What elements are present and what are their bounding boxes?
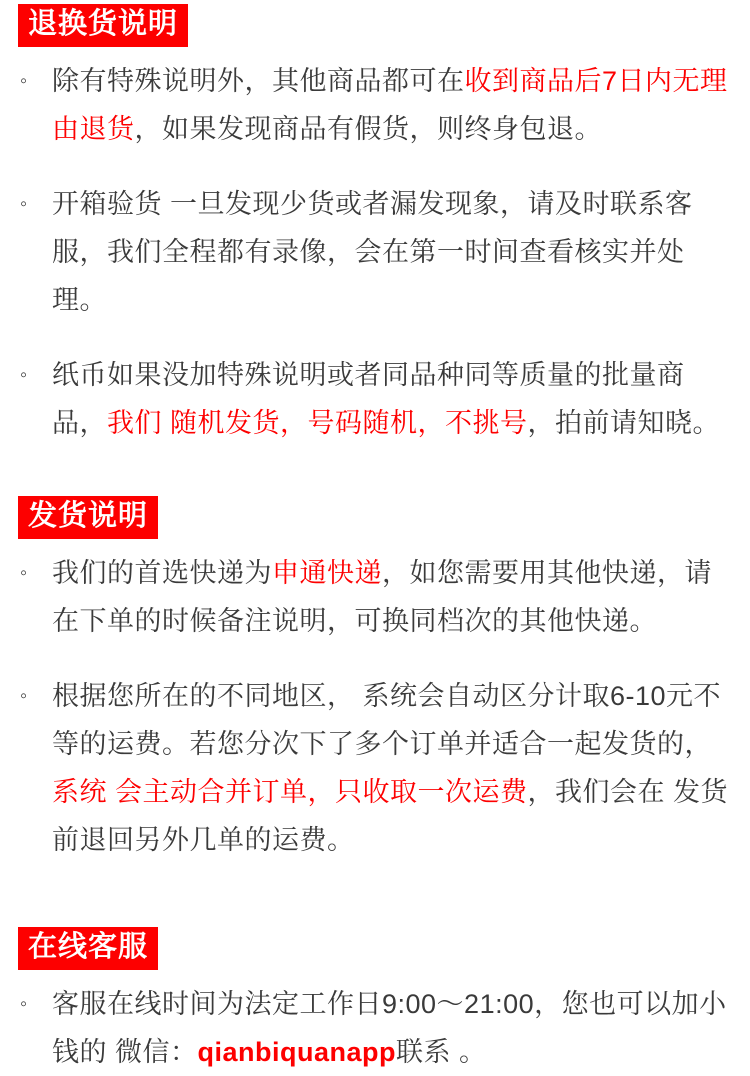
- shipping-item-1-text-a: 我们的首选快递为: [52, 558, 272, 589]
- returns-item-3: [18, 351, 732, 447]
- returns-item-3-text-a: 纸币如果没加特殊说明或者同品种同等质量的批量商品，: [52, 360, 685, 439]
- returns-item-1-text-highlight: 收到商品后7日内无理由退货: [52, 66, 728, 145]
- shipping-item-1-text-b: ，如您需要用其他快递，请在下单的时候备注说明，可换同档次的其他快递。: [52, 558, 712, 637]
- returns-item-1-text-a: 除有特殊说明外，其他商品都可在: [52, 66, 465, 97]
- bullet-icon: ◦: [20, 193, 28, 216]
- bullet-icon: ◦: [20, 562, 28, 585]
- section-heading-returns-wrap: [18, 0, 732, 47]
- shipping-item-1: [18, 549, 732, 645]
- shipping-item-2-text-a: 根据您所在的不同地区， 系统会自动区分计取6-10元不等的运费。若您分次下了多个订单并适合一起发货的，: [52, 681, 722, 760]
- bullet-icon: ◦: [20, 364, 28, 387]
- support-item-1-text-a: 客服在线时间为法定工作日9:00～21:00，您也可以加小钱的 微信：: [52, 989, 727, 1068]
- returns-item-2: [18, 180, 732, 324]
- returns-item-3-text-b: ，拍前请知晓。: [527, 408, 721, 439]
- shipping-item-1-text-highlight: 申通快递: [272, 558, 382, 589]
- section-heading-returns: 退换货说明: [18, 4, 188, 47]
- returns-item-2-text: 开箱验货 一旦发现少货或者漏发现象，请及时联系客服，我们全程都有录像，会在第一时间查看核实并处理。: [52, 189, 693, 316]
- returns-item-3-text-highlight: 我们 随机发货，号码随机，不挑号: [107, 408, 528, 439]
- returns-item-1-text-b: ，如果发现商品有假货，则终身包退。: [134, 114, 602, 145]
- bullet-icon: ◦: [20, 685, 28, 708]
- support-item-1-text-b: 联系 。: [396, 1037, 487, 1068]
- shipping-item-2-text-b: ，我们会在 发货前退回另外几单的运费。: [52, 777, 729, 856]
- wechat-id: qianbiquanapp: [197, 1037, 397, 1068]
- bullet-icon: ◦: [20, 70, 28, 93]
- section-heading-support-wrap: [18, 891, 732, 970]
- returns-item-1: [18, 57, 732, 153]
- shipping-item-2-text-highlight: 系统 会主动合并订单，只收取一次运费: [52, 777, 528, 808]
- shipping-item-2: [18, 672, 732, 864]
- section-heading-shipping: 发货说明: [18, 496, 158, 539]
- section-heading-support: 在线客服: [18, 927, 158, 970]
- section-heading-shipping-wrap: [18, 474, 732, 539]
- support-item-1: [18, 980, 732, 1076]
- bullet-icon: ◦: [20, 993, 28, 1016]
